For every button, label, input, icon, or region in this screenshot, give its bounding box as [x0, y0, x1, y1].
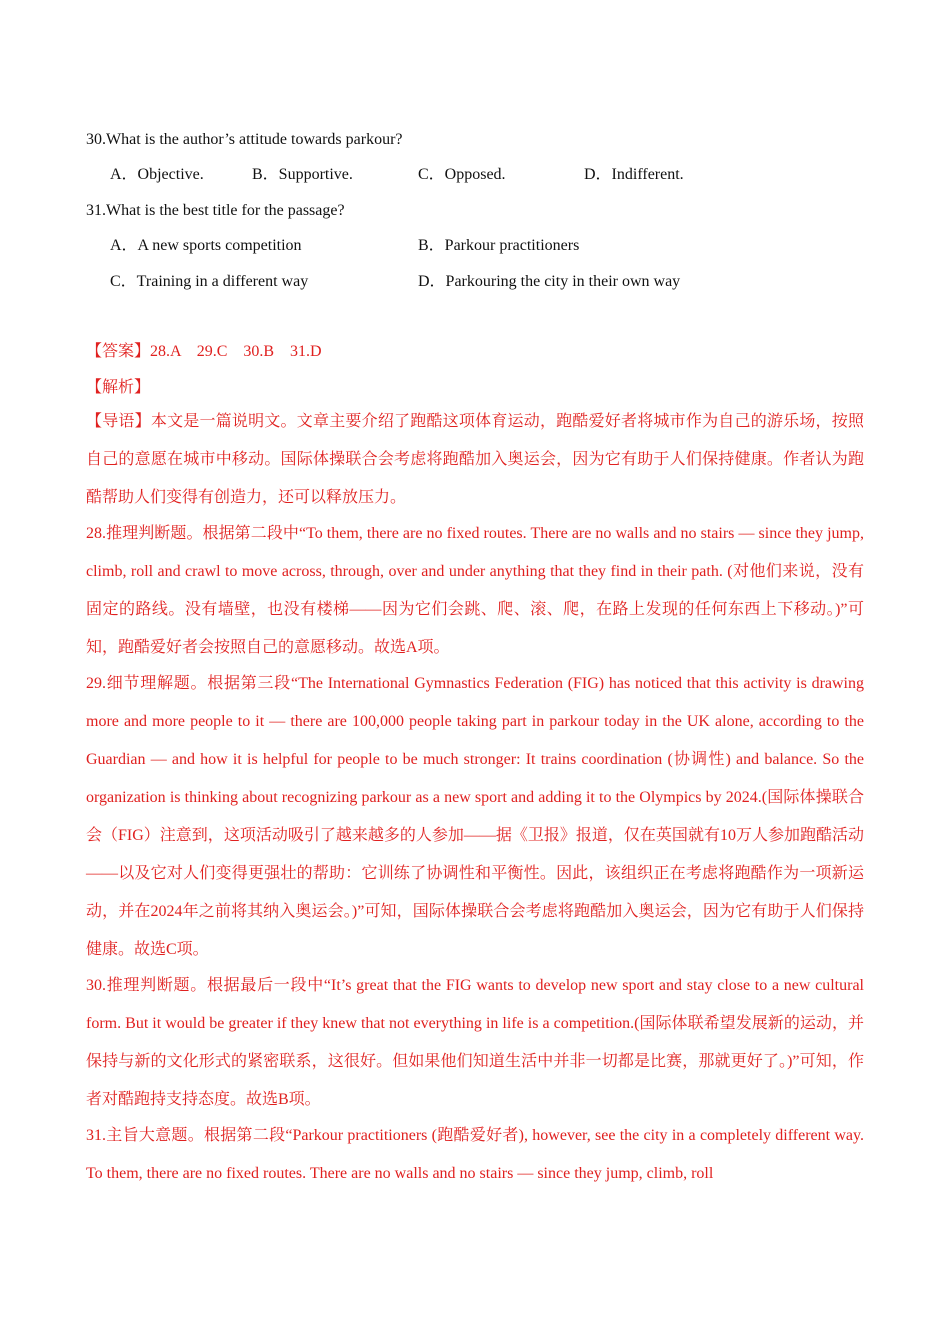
explanation-30: 30.推理判断题。根据最后一段中“It’s great that the FIG wants to develop new sport and stay close to a new cultural form. But it would be greater if they knew that not everything in life is a competition.(国际体联希望发展新的运动，并保持与新的文化形式的紧密联系，这很好。但如果他们知道生活中并非一切都是比赛，那就更好了。)”可知，作者对酷跑持支持态度。故选B项。 — [86, 977, 864, 1108]
guide-label: 【导语】 — [86, 413, 151, 430]
question-31-option-d: D．Parkouring the city in their own way — [418, 273, 681, 290]
answer-label: 【答案】 — [86, 343, 151, 360]
question-30-stem: 30.What is the author’s attitude towards parkour? — [86, 131, 403, 148]
explanation-31: 31.主旨大意题。根据第二段“Parkour practitioners (跑酷爱好者), however, see the city in a completely different way. To them, there are no fixed routes. There are no walls and no stairs — since they jump, climb, roll — [86, 1127, 864, 1182]
question-31-option-b: B．Parkour practitioners — [418, 237, 580, 254]
answer-line — [86, 342, 322, 362]
question-30-option-d: D．Indifferent. — [584, 166, 684, 183]
question-31-option-c: C．Training in a different way — [110, 273, 309, 290]
question-31-option-a: A．A new sports competition — [110, 237, 302, 254]
explanation-29: 29.细节理解题。根据第三段“The International Gymnastics Federation (FIG) has noticed that this activity is drawing more and more people to it — there are 100,000 people taking part in parkour today in the UK alone, according to the Guardian — and how it is helpful for people to be much stronger: It trains coordination (协调性) and balance. So the organization is thinking about recognizing parkour as a new sport and adding it to the Olympics by 2024.(国际体操联合会（FIG）注意到，这项活动吸引了越来越多的人参加——据《卫报》报道，仅在英国就有10万人参加跑酷活动——以及它对人们变得更强壮的帮助：它训练了协调性和平衡性。因此，该组织正在考虑将跑酷作为一项新运动，并在2024年之前将其纳入奥运会。)”可知，国际体操联合会考虑将跑酷加入奥运会，因为它有助于人们保持健康。故选C项。 — [86, 675, 864, 958]
explanation-28: 28.推理判断题。根据第二段中“To them, there are no fixed routes. There are no walls and no stairs — since they jump, climb, roll and crawl to move across, through, over and under anything that they find in their path. (对他们来说，没有固定的路线。没有墙壁，也没有楼梯——因为它们会跳、爬、滚、爬，在路上发现的任何东西上下移动。)”可知，跑酷爱好者会按照自己的意愿移动。故选A项。 — [86, 525, 864, 656]
answer-text: 28.A 29.C 30.B 31.D — [150, 343, 322, 360]
guide-paragraph — [86, 403, 864, 517]
question-30-option-a: A．Objective. — [110, 166, 204, 183]
question-30-option-b: B．Supportive. — [252, 166, 353, 183]
question-31-stem: 31.What is the best title for the passage? — [86, 202, 345, 219]
analysis-label: 【解析】 — [86, 379, 151, 396]
question-30-option-c: C．Opposed. — [418, 166, 506, 183]
guide-text: 本文是一篇说明文。文章主要介绍了跑酷这项体育运动，跑酷爱好者将城市作为自己的游乐场，按照自己的意愿在城市中移动。国际体操联合会考虑将跑酷加入奥运会，因为它有助于人们保持健康。作者认为跑酷帮助人们变得有创造力，还可以释放压力。 — [86, 413, 864, 506]
